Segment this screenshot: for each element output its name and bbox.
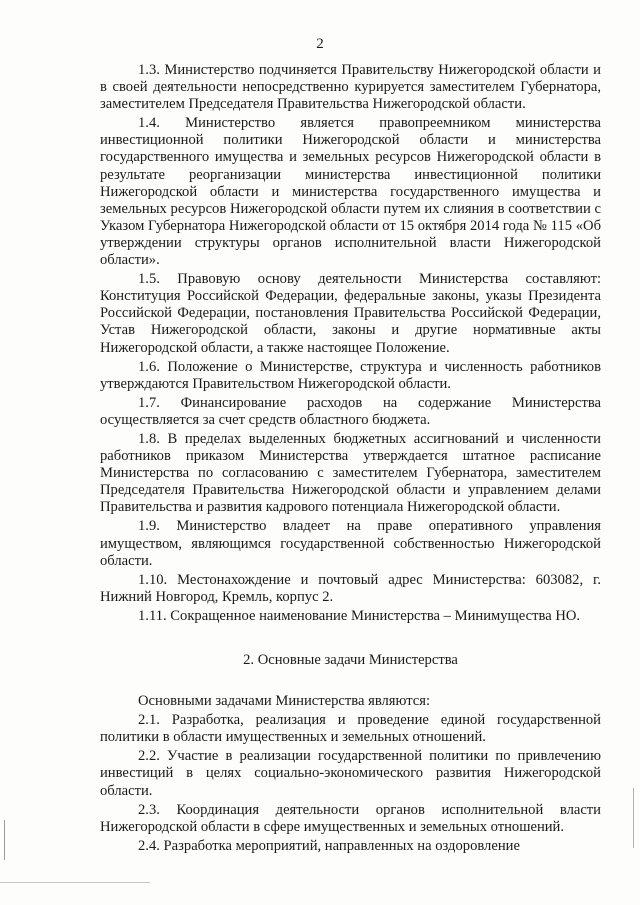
paragraph-1-9: 1.9. Министерство владеет на праве оперативного управления имуществом, являющимся государственной собственностью Нижегородской области. bbox=[100, 518, 601, 569]
paragraph-2-1: 2.1. Разработка, реализация и проведение единой государственной политики в области имущественных и земельных отношений. bbox=[100, 712, 601, 746]
paragraph-1-6: 1.6. Положение о Министерстве, структура и численность работников утверждаются Правительством Нижегородской области. bbox=[100, 358, 601, 392]
paragraph-1-3: 1.3. Министерство подчиняется Правительству Нижегородской области и в своей деятельности непосредственно курируется заместителем Губернатора, заместителем Председателя Правительства Нижегородской области. bbox=[100, 62, 601, 113]
page-number: 2 bbox=[316, 36, 324, 52]
section-intro: Основными задачами Министерства являются: bbox=[138, 693, 431, 710]
scan-artifact-left bbox=[4, 820, 5, 860]
paragraph-2-2: 2.2. Участие в реализации государственной политики по привлечению инвестиций в целях социально-экономического развития Нижегородской области. bbox=[100, 748, 601, 799]
paragraph-2-3: 2.3. Координация деятельности органов исполнительной власти Нижегородской области в сфере имущественных и земельных отношений. bbox=[100, 801, 601, 835]
paragraph-1-11: 1.11. Сокращенное наименование Министерства – Минимущества НО. bbox=[138, 607, 581, 624]
document-body bbox=[100, 62, 601, 857]
scan-artifact-bottom bbox=[0, 882, 150, 883]
paragraph-1-10: 1.10. Местонахождение и почтовый адрес Министерства: 603082, г. Нижний Новгород, Кремль, корпус 2. bbox=[100, 571, 601, 605]
paragraph-1-8: 1.8. В пределах выделенных бюджетных ассигнований и численности работников приказом Министерства утверждается штатное расписание Министерства по согласованию с заместителем Губернатора, заместителем Председателя Правительства Нижегородской области и управлением делами Правительства и развития кадрового потенциала Нижегородской области. bbox=[100, 430, 601, 516]
paragraph-2-4: 2.4. Разработка мероприятий, направленных на оздоровление bbox=[138, 837, 520, 854]
paragraph-1-4: 1.4. Министерство является правопреемником министерства инвестиционной политики Нижегородской области и министерства государственного имущества и земельных ресурсов Нижегородской области в результате реорганизации министерства инвестиционной политики Нижегородской области и министерства государственного имущества и земельных ресурсов Нижегородской области путем их слияния в соответствии с Указом Губернатора Нижегородской области от 15 октября 2014 года № 115 «Об утверждении структуры органов исполнительной власти Нижегородской области». bbox=[100, 115, 601, 269]
paragraph-1-5: 1.5. Правовую основу деятельности Министерства составляют: Конституция Российской Федерации, федеральные законы, указы Президента Российской Федерации, постановления Правительства Российской Федерации, Устав Нижегородской области, законы и другие нормативные акты Нижегородской области, а также настоящее Положение. bbox=[100, 271, 601, 356]
paragraph-1-7: 1.7. Финансирование расходов на содержание Министерства осуществляется за счет средств областного бюджета. bbox=[100, 394, 601, 428]
section-heading: 2. Основные задачи Министерства bbox=[243, 652, 458, 668]
scan-artifact-right bbox=[633, 788, 634, 848]
